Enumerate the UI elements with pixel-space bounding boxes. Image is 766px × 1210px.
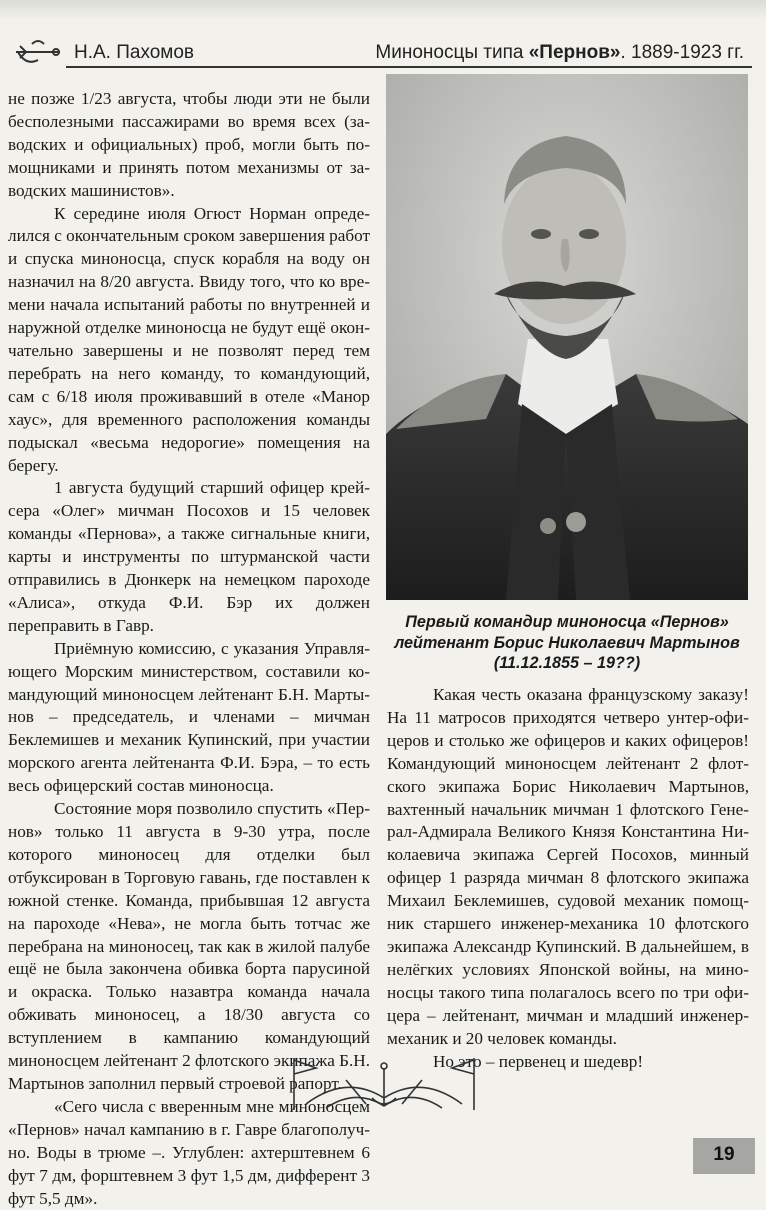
anchor-icon bbox=[12, 36, 64, 70]
paragraph: «Сего числа с вверенным мне миноносцем «Пернов» начал кампанию в г. Гавре благополучно. Воды в трюме –. Углублен: ахтерштевнем 6 фут 7 дм, форштевнем 3 фут 1,5 дм, дифферент 3 фут 5,5 дм». bbox=[8, 1096, 370, 1208]
page-number-box bbox=[693, 1138, 755, 1174]
caption-line: Первый командир миноносца «Пернов» bbox=[405, 613, 729, 631]
left-text-column bbox=[8, 88, 370, 1210]
paragraph: Приёмную комиссию, с указания Управляющего Морским министерством, составили командующий миноносцем лейтенант Б.Н. Мартынов – председатель, и членами – мичман Беклемишев и механик Купинский, при участии морского агента лейтенанта Ф.И. Бэра, – то есть весь офицерский состав миноносца. bbox=[8, 638, 370, 796]
header-rule bbox=[66, 66, 752, 68]
paragraph: Состояние моря позволило спустить «Пернов» только 11 августа в 9-30 утра, после которого миноносец для отделки был отбуксирован в Торговую гавань, где поставлен к южной стенке. Команда, прибывшая 12 августа на пароходе «Нева», не могла быть тотчас же перебрана на миноносец, так как в жилой палубе ещё не была закончена обивка борта парусиной и окраска. Только назавтра команда начала обживать миноносец, а 18/30 августа со вступлением в кампанию командующий миноносцем лейтенант 2 флотского экипажа Б.Н. Мартынов заполнил первый строевой рапорт. bbox=[8, 799, 370, 1093]
caption-line: лейтенант Борис Николаевич Мартынов bbox=[394, 633, 740, 652]
decorative-ornament-icon bbox=[286, 1054, 482, 1114]
page-top-shadow bbox=[0, 0, 766, 20]
header-author: Н.А. Пахомов bbox=[74, 42, 195, 63]
caption-line: (11.12.1855 – 19??) bbox=[493, 654, 641, 672]
right-text-column bbox=[387, 684, 749, 1073]
paragraph: 1 августа будущий старший офицер крейсера «Олег» мичман Посохов и 15 человек команды «Пернова», а также сигнальные книги, карты и инструменты по штурманской части отправились в Дюнкерк на немецком пароходе «Алиса», откуда Ф.И. Бэр их должен переправить в Гавр. bbox=[8, 478, 370, 635]
portrait-illustration bbox=[386, 74, 748, 600]
photo-caption bbox=[384, 612, 750, 674]
running-head bbox=[0, 36, 766, 72]
paragraph: Но это – первенец и шедевр! bbox=[433, 1051, 644, 1071]
paragraph: не позже 1/23 августа, чтобы люди эти не были бесполезными пассажирами во время всех (заводских и официальных) проб, могли быть помощниками и принять потом механизмы от заводских машинистов». bbox=[8, 89, 370, 200]
paragraph: Какая честь оказана французскому заказу! На 11 матросов приходятся четверо унтер-офицеров и столько же офицеров и каких офицеров! Командующий миноносцем лейтенант 2 флотского экипажа Борис Николаевич Мартынов, вахтенный начальник мичман 1 флотского Генерал-Адмирала Великого Князя Константина Николаевича экипажа Сергей Посохов, минный офицер 1 разряда мичман 8 флотского экипажа Михаил Беклемишев, судовой механик помощник старшего инженер-механика 10 флотского экипажа Александр Купинский. В дальнейшем, в нелёгких условиях Японской войны, на миноносцы такого типа полагалось всего по три офицера – лейтенант, мичман и младший инженер-механик и 20 человек команды. bbox=[387, 685, 749, 1048]
page-number: 19 bbox=[713, 1144, 735, 1165]
portrait-photo bbox=[386, 74, 748, 600]
header-title: Миноносцы типа «Пернов». 1889-1923 гг. bbox=[375, 42, 744, 63]
paragraph: К середине июля Огюст Норман определился с окончательным сроком завершения работ и спуска миноносца, спуск корабля на воду он назначил на 8/20 августа. Ввиду того, что ко времени начала испытаний работы по внутренней и наружной отделке миноносца не будут ещё окончательно завершены и не позволят перед тем перебрать на него команду, то командующий, сам с 6/18 июля проживавший в отеле «Манор хаус», для временного расположения команды подыскал «весьма недорогие» помещения на берегу. bbox=[8, 203, 370, 475]
